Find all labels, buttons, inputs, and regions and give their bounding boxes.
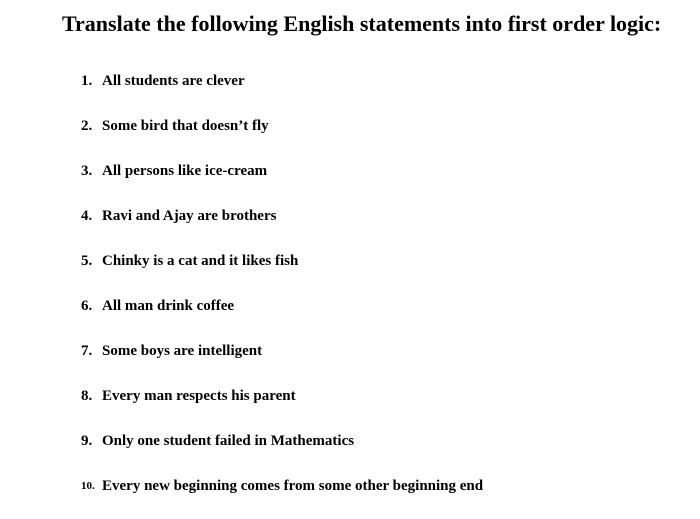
list-item [0,205,680,227]
list-item [0,115,680,137]
item-number: 4. [81,208,93,224]
list-item [0,295,680,317]
item-number: 1. [81,73,93,89]
list-item [0,340,680,362]
item-number: 3. [81,163,93,179]
item-text: Every new beginning comes from some other beginning end [102,478,484,494]
item-text: Every man respects his parent [102,388,296,404]
item-text: Some boys are intelligent [102,343,263,359]
list-item [0,385,680,407]
item-text: Only one student failed in Mathematics [102,433,355,449]
item-text: Some bird that doesn’t fly [102,118,269,134]
list-item [0,70,680,92]
item-text: Chinky is a cat and it likes fish [102,253,299,269]
list-item [0,160,680,182]
list-item [0,475,680,497]
item-text: All man drink coffee [102,298,235,314]
item-number: 10. [81,480,95,492]
page-title: Translate the following English statements into first order logic: [62,11,662,36]
list-item [0,430,680,452]
item-number: 5. [81,253,93,269]
item-number: 8. [81,388,93,404]
item-number: 2. [81,118,93,134]
item-text: All persons like ice-cream [102,163,268,179]
list-item [0,250,680,272]
item-number: 9. [81,433,93,449]
item-number: 7. [81,343,93,359]
item-text: Ravi and Ajay are brothers [102,208,277,224]
item-text: All students are clever [102,73,245,89]
item-number: 6. [81,298,93,314]
